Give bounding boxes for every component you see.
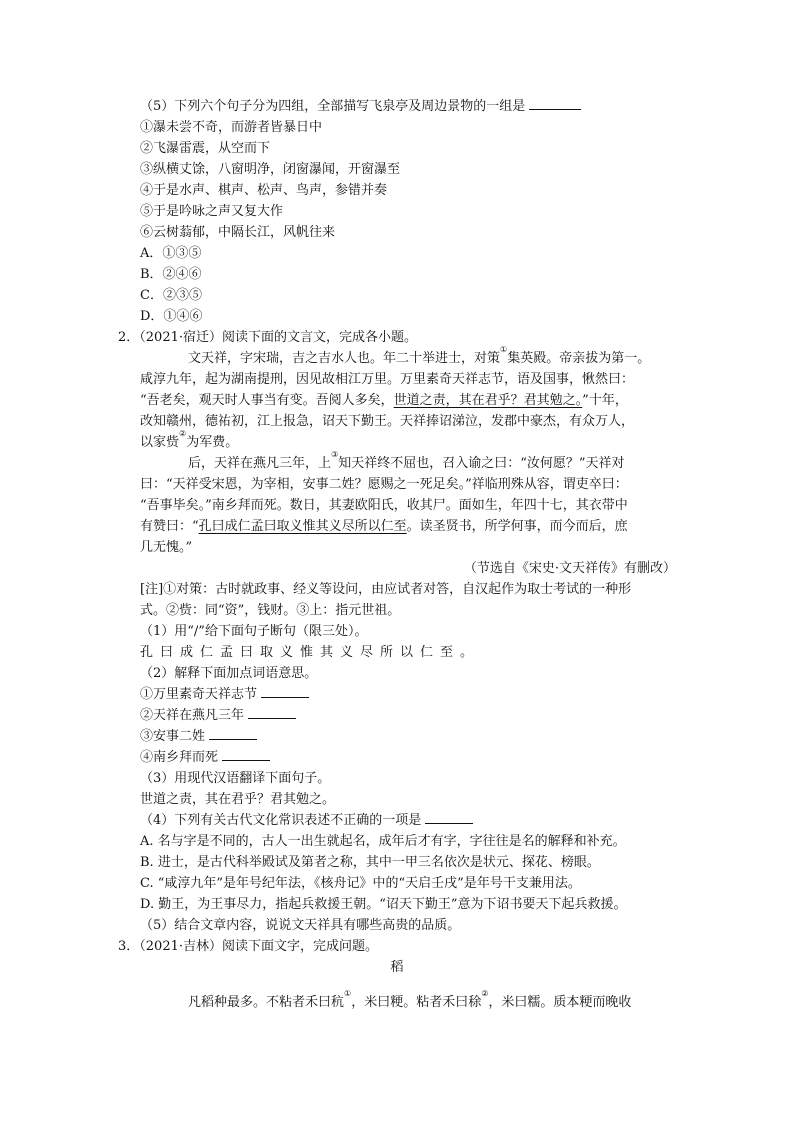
q2-sub2-item-4: ④南乡拜而死 (140, 748, 270, 768)
q2-heading: 2．（2021·宿迁）阅读下面的文言文，完成各小题。 (118, 330, 417, 345)
q2-sub4-option-b: B. 进士，是古代科举殿试及第者之称，其中一甲三名依次是状元、探花、榜眼。 (140, 855, 600, 870)
passage-line: 曰：“天祥受宋恩，为宰相，安事二姓？愿赐之一死足矣。”祥临刑殊从容，谓吏卒曰： (140, 477, 628, 492)
passage-line: 文天祥，字宋瑞，吉之吉水人也。年二十举进士，对策①集英殿。帝亲拔为第一。 (188, 344, 651, 366)
q1-sentence-2: ②飞瀑雷震，从空而下 (140, 141, 271, 156)
passage-line: 改知赣州，德祐初，江上报急，诏天下勤王。天祥捧诏涕泣，发郡中豪杰，有众万人， (140, 414, 635, 429)
q3-heading: 3．（2021·吉林）阅读下面文字，完成问题。 (118, 939, 378, 954)
answer-blank[interactable] (261, 685, 309, 698)
passage-source: （节选自《宋史·文天祥传》有删改） (463, 561, 676, 576)
q2-sub3-sentence: 世道之责，其在君乎？君其勉之。 (140, 792, 336, 807)
notes-line: [注]①对策：古时就政事、经义等设问，由应试者对答，自汉起作为取士考试的一种形 (140, 582, 632, 597)
q2-sub5-prompt: （5）结合文章内容，说说文天祥具有哪些高贵的品质。 (140, 918, 461, 933)
answer-blank[interactable] (222, 748, 270, 761)
answer-blank[interactable] (248, 706, 296, 719)
q2-sub4-option-a: A. 名与字是不同的，古人一出生就起名，成年后才有字，字往往是名的解释和补充。 (140, 834, 626, 849)
q1-option-b: B．②④⑥ (140, 267, 202, 282)
passage-line: 有赞曰：“孔曰成仁孟曰取义惟其义尽所以仁至。读圣贤书，所学何事，而今而后，庶 (140, 519, 628, 534)
passage-line: “吾事毕矣。”南乡拜而死。数日，其妻欧阳氏，收其尸。面如生，年四十七，其衣带中 (140, 498, 628, 513)
q2-sub2-item-2: ②天祥在燕凡三年 (140, 706, 296, 726)
underlined-sentence: 孔曰成仁孟曰取义惟其义尽所以仁至 (198, 519, 407, 534)
passage-line: 几无愧。” (140, 540, 193, 555)
passage-line: 后，天祥在燕凡三年，上③知天祥终不屈也，召入谕之曰：“汝何愿？”天祥对 (188, 449, 625, 471)
q1-sentence-5: ⑤于是吟咏之声又复大作 (140, 204, 284, 219)
q1-part5-prompt: （5）下列六个句子分为四组，全部描写飞泉亭及周边景物的一组是 (140, 97, 581, 117)
q1-option-d: D．①④⑥ (140, 309, 203, 324)
q3-passage-title: 稻 (390, 960, 404, 975)
q2-sub2-prompt: （2）解释下面加点词语意思。 (140, 666, 318, 681)
answer-blank[interactable] (209, 727, 257, 740)
q1-sentence-4: ④于是水声、棋声、松声、鸟声，参错并奏 (140, 183, 388, 198)
q2-sub1-sentence: 孔曰成仁孟曰取义惟其义尽所以仁至。 (140, 645, 481, 660)
passage-line: “吾老矣，观天时人事当有变。吾阅人多矣，世道之责，其在君乎？君其勉之。”十年， (140, 393, 628, 408)
passage-line: 凡稻种最多。不粘者禾曰秔①，米曰粳。粘者禾曰稌②，米曰糯。质本粳而晚收 (188, 988, 632, 1010)
q2-sub2-item-1: ①万里素奇天祥志节 (140, 685, 309, 705)
q1-option-c: C．②③⑤ (140, 288, 202, 303)
q2-sub4-option-c: C. “咸淳九年”是年号纪年法，《核舟记》中的“天启壬戌”是年号干支兼用法。 (140, 876, 581, 891)
answer-blank[interactable] (529, 97, 581, 110)
answer-blank[interactable] (425, 811, 473, 824)
q2-sub3-prompt: （3）用现代汉语翻译下面句子。 (140, 771, 331, 786)
q2-sub4-option-d: D. 勤王，为王事尽力，指起兵救援王朝。“诏天下勤王”意为下诏书要天下起兵救援。 (140, 897, 627, 912)
underlined-sentence: 世道之责，其在君乎？君其勉之。 (393, 393, 583, 408)
q1-option-a: A．①③⑤ (140, 246, 202, 261)
q1-sentence-6: ⑥云树蓊郁，中隔长江，风帆往来 (140, 225, 336, 240)
q1-sentence-1: ①瀑未尝不奇，而游者皆暴日中 (140, 120, 323, 135)
q2-sub1-prompt: （1）用“/”给下面句子断句（限三处）。 (140, 624, 368, 639)
passage-line: 以家赀②为军费。 (140, 428, 239, 450)
notes-line: 式。②赀：同“资”，钱财。③上：指元世祖。 (140, 603, 401, 618)
q1-sentence-3: ③纵横丈馀，八窗明净，闭窗瀑闻，开窗瀑至 (140, 162, 401, 177)
passage-line: 咸淳九年，起为湖南提刑，因见故相江万里。万里素奇天祥志节，语及国事，愀然曰： (140, 372, 635, 387)
q2-sub4-prompt: （4）下列有关古代文化常识表述不正确的一项是 (140, 811, 473, 831)
q2-sub2-item-3: ③安事二姓 (140, 727, 257, 747)
